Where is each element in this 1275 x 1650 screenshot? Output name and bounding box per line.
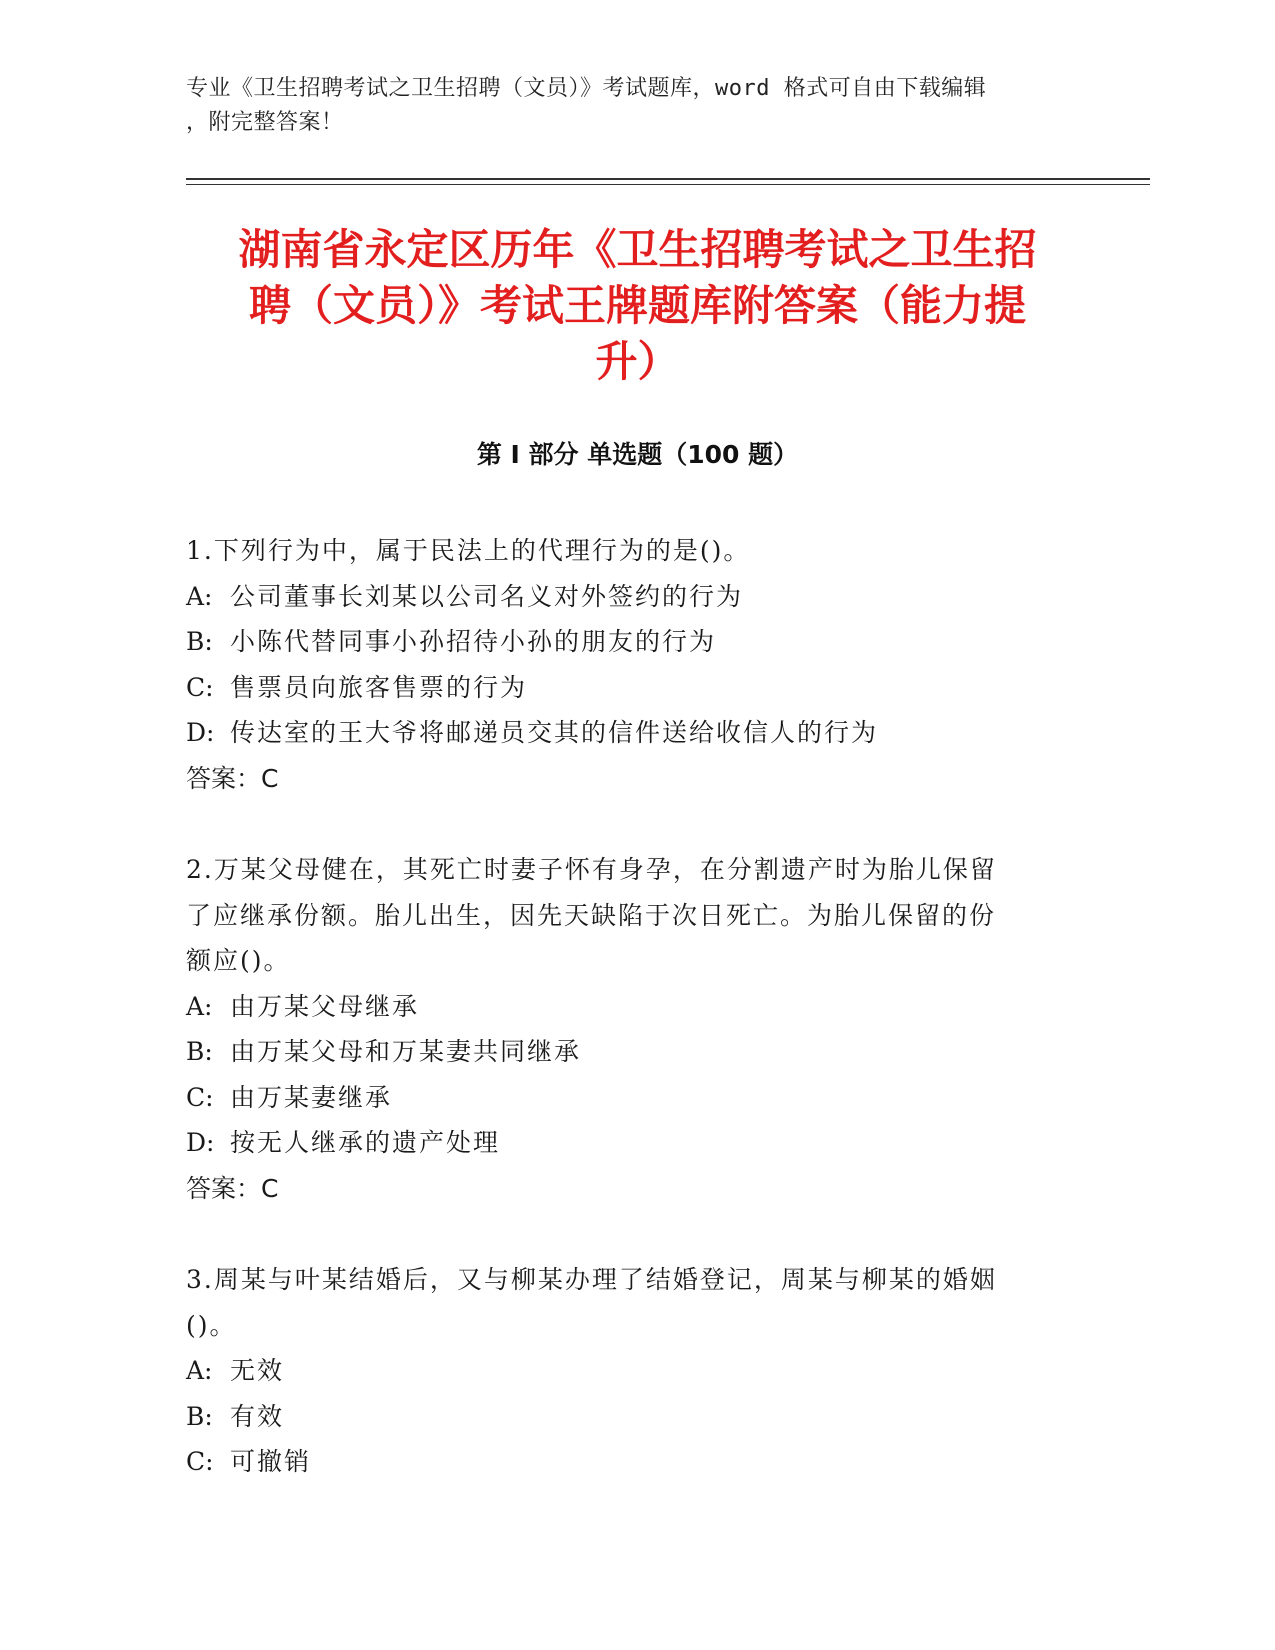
option-text: 由万某父母和万某妻共同继承 — [230, 1037, 582, 1066]
header-note-line-1: 专业《卫生招聘考试之卫生招聘（文员）》考试题库，word 格式可自由下载编辑 — [186, 76, 987, 101]
header-divider-thick — [186, 178, 1150, 180]
option-d — [186, 710, 1086, 756]
answer-line: 答案：C — [186, 1173, 279, 1203]
option-c — [186, 1439, 1086, 1485]
option-letter: D: — [186, 718, 215, 747]
question-stem-line: 2.万某父母健在，其死亡时妻子怀有身孕，在分割遗产时为胎儿保留 — [186, 855, 997, 884]
answer-line: 答案：C — [186, 763, 279, 793]
option-letter: C: — [186, 1082, 214, 1112]
option-letter: C: — [186, 672, 214, 702]
option-letter: B: — [186, 627, 213, 656]
option-text: 由万某妻继承 — [230, 1082, 393, 1112]
option-letter: A: — [186, 581, 213, 611]
option-text: 无效 — [230, 1356, 285, 1385]
option-letter: A: — [186, 1356, 213, 1385]
option-a — [186, 984, 1086, 1030]
header-note — [186, 72, 1086, 140]
question-2 — [186, 847, 1086, 1211]
option-b — [186, 1029, 1086, 1075]
header-note-line-2: ，附完整答案！ — [186, 110, 344, 135]
question-1 — [186, 528, 1086, 801]
title-line-3: 升） — [595, 337, 680, 386]
option-letter: D: — [186, 1128, 215, 1157]
question-stem-line: 额应()。 — [186, 946, 291, 975]
option-b — [186, 1394, 1086, 1440]
option-text: 由万某父母继承 — [230, 991, 420, 1021]
option-b — [186, 619, 1086, 665]
section-heading: 第 I 部分 单选题（100 题） — [476, 440, 799, 469]
option-c — [186, 1075, 1086, 1121]
option-letter: B: — [186, 1401, 213, 1431]
question-list — [186, 528, 1086, 1531]
option-text: 有效 — [230, 1401, 285, 1431]
option-text: 传达室的王大爷将邮递员交其的信件送给收信人的行为 — [230, 718, 879, 747]
title-line-2: 聘（文员）》考试王牌题库附答案（能力提 — [248, 281, 1026, 330]
option-a — [186, 1348, 1086, 1394]
header-divider-thin — [186, 184, 1150, 185]
option-letter: A: — [186, 991, 213, 1021]
question-stem-line: 1.下列行为中，属于民法上的代理行为的是()。 — [186, 536, 751, 565]
question-stem-line: 3.周某与叶某结婚后，又与柳某办理了结婚登记，周某与柳某的婚姻 — [186, 1265, 997, 1294]
option-text: 公司董事长刘某以公司名义对外签约的行为 — [230, 581, 744, 611]
option-text: 售票员向旅客售票的行为 — [230, 672, 528, 702]
question-3 — [186, 1257, 1086, 1485]
option-letter: C: — [186, 1447, 214, 1476]
option-text: 按无人继承的遗产处理 — [230, 1128, 501, 1157]
question-stem-line: ()。 — [186, 1310, 237, 1340]
option-d — [186, 1120, 1086, 1166]
question-stem-line: 了应继承份额。胎儿出生，因先天缺陷于次日死亡。为胎儿保留的份 — [186, 900, 997, 930]
title-line-1: 湖南省永定区历年《卫生招聘考试之卫生招 — [238, 225, 1037, 274]
document-title — [150, 222, 1125, 390]
option-text: 小陈代替同事小孙招待小孙的朋友的行为 — [230, 627, 717, 656]
option-a — [186, 574, 1086, 620]
option-c — [186, 665, 1086, 711]
option-letter: B: — [186, 1037, 213, 1066]
option-text: 可撤销 — [230, 1447, 312, 1476]
